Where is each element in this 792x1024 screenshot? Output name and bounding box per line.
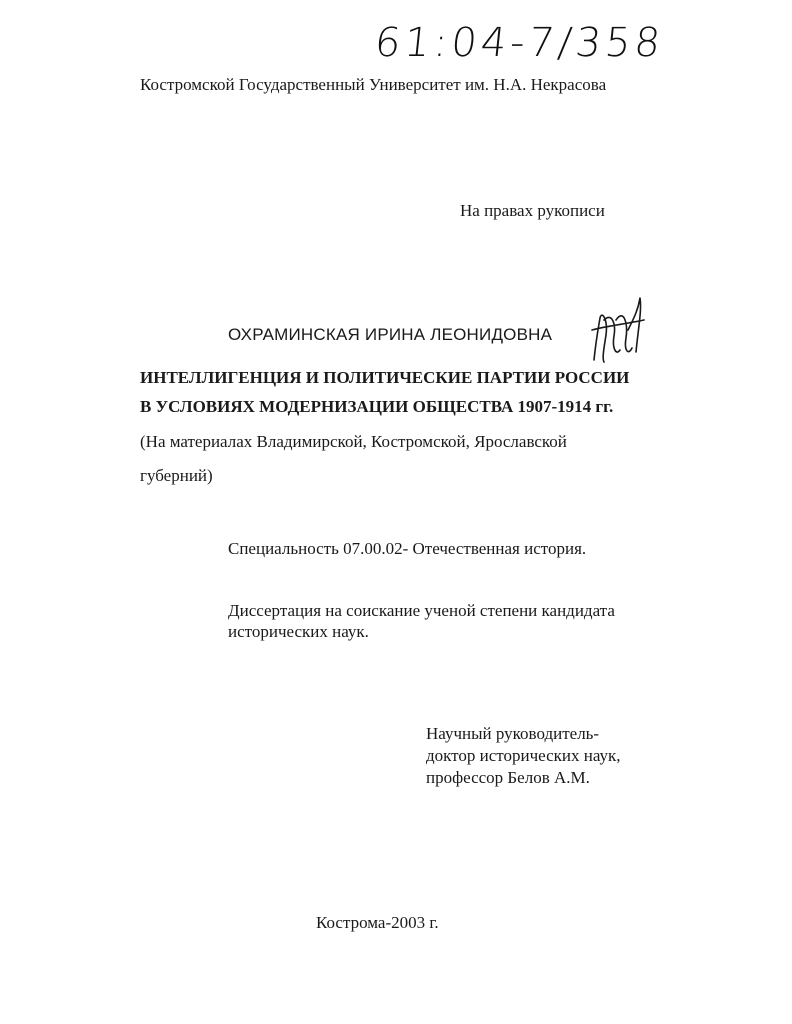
- title-line-2: В УСЛОВИЯХ МОДЕРНИЗАЦИИ ОБЩЕСТВА 1907-1914 гг.: [140, 397, 614, 416]
- city-year: Кострома-2003 г.: [316, 913, 439, 932]
- subtitle-line-2: губерний): [140, 466, 213, 485]
- archive-code: 61:04-7/358: [372, 20, 667, 66]
- author-name: ОХРАМИНСКАЯ ИРИНА ЛЕОНИДОВНА: [228, 325, 553, 344]
- university-name: Костромской Государственный Университет им. Н.А. Некрасова: [140, 75, 607, 94]
- supervisor-line-3: профессор Белов А.М.: [426, 768, 590, 787]
- title-line-1: ИНТЕЛЛИГЕНЦИЯ И ПОЛИТИЧЕСКИЕ ПАРТИИ РОССИИ: [140, 368, 630, 387]
- specialty: Специальность 07.00.02- Отечественная история.: [228, 539, 587, 558]
- signature-icon: [586, 290, 650, 370]
- subtitle-line-1: (На материалах Владимирской, Костромской, Ярославской: [140, 432, 567, 451]
- dissertation-line-1: Диссертация на соискание ученой степени кандидата: [228, 601, 615, 620]
- dissertation-line-2: исторических наук.: [228, 622, 369, 641]
- supervisor-line-2: доктор исторических наук,: [426, 746, 621, 765]
- supervisor-line-1: Научный руководитель-: [426, 724, 600, 743]
- rights-notice: На правах рукописи: [460, 201, 605, 220]
